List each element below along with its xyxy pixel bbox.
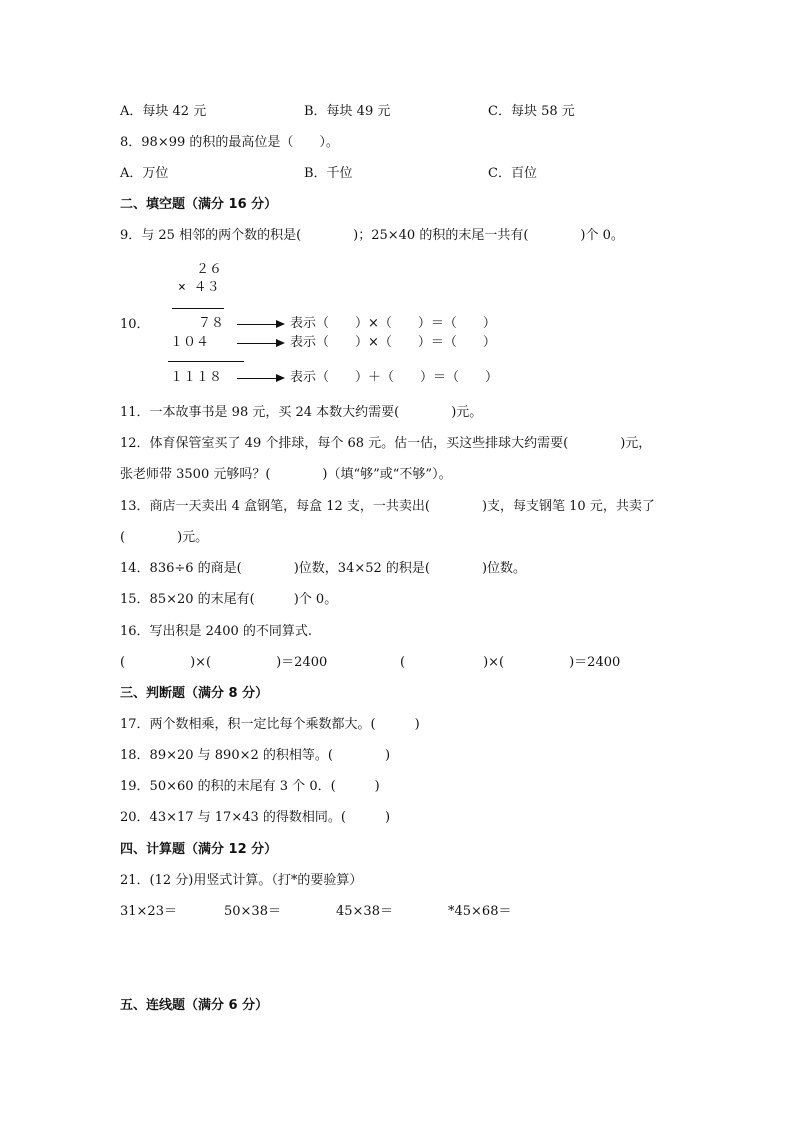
q10-multiplier: × ４３ xyxy=(178,280,220,295)
q10-meaning-2: 表示（ ）×（ ）＝（ ） xyxy=(290,335,496,350)
q10-partial-product-2: １０４ xyxy=(170,335,210,350)
question-14: 14．836÷6 的商是( )位数，34×52 的积是( )位数。 xyxy=(120,561,527,576)
question-20: 20．43×17 与 17×43 的得数相同。( ) xyxy=(120,810,391,825)
section-heading-calculation: 四、计算题（满分 12 分） xyxy=(120,842,278,857)
q8-option-a: A．万位 xyxy=(120,166,169,181)
q10-partial-product-1: ７８ xyxy=(198,316,225,331)
q10-rule-bottom xyxy=(168,361,244,362)
question-21-item-1: 31×23＝ xyxy=(120,904,177,919)
question-13-line-1: 13．商店一天卖出 4 盒钢笔，每盒 12 支，一共卖出( )支，每支钢笔 10 元，共卖了 xyxy=(120,499,655,514)
question-9: 9．与 25 相邻的两个数的积是( )；25×40 的积的末尾一共有( )个 0。 xyxy=(120,228,624,243)
question-19: 19．50×60 的积的末尾有 3 个 0．( ) xyxy=(120,779,380,794)
q10-multiplicand: ２６ xyxy=(196,262,223,277)
q10-meaning-1: 表示（ ）×（ ）＝（ ） xyxy=(290,316,496,331)
question-17: 17．两个数相乘，积一定比每个乘数都大。( ) xyxy=(120,717,420,732)
question-21-item-2: 50×38＝ xyxy=(224,904,281,919)
question-21-item-4: *45×68＝ xyxy=(448,904,512,919)
section-heading-matching: 五、连线题（满分 6 分） xyxy=(120,998,269,1013)
arrow-right-icon xyxy=(237,343,283,344)
q8-stem: 8．98×99 的积的最高位是（ ）。 xyxy=(120,135,339,150)
question-13-line-2: ( )元。 xyxy=(120,530,209,545)
question-18: 18．89×20 与 890×2 的积相等。( ) xyxy=(120,748,391,763)
question-16: 16．写出积是 2400 的不同算式. xyxy=(120,624,313,639)
arrow-right-icon xyxy=(237,324,283,325)
question-21: 21．(12 分)用竖式计算。（打*的要验算） xyxy=(120,873,363,888)
question-16-blank-left: ( )×( )＝2400 xyxy=(120,655,328,670)
section-heading-fill-in: 二、填空题（满分 16 分） xyxy=(120,197,278,212)
q7-option-a: A．每块 42 元 xyxy=(120,104,207,119)
question-12-line-1: 12．体育保管室买了 49 个排球，每个 68 元。估一估，买这些排球大约需要( )元， xyxy=(120,436,652,451)
question-16-blank-right: ( )×( )＝2400 xyxy=(400,655,621,670)
q7-option-b: B．每块 49 元 xyxy=(304,104,391,119)
q8-option-c: C．百位 xyxy=(488,166,537,181)
q10-number: 10． xyxy=(120,317,150,332)
question-12-line-2: 张老师带 3500 元够吗？( )（填“够”或“不够”）。 xyxy=(120,467,452,482)
section-heading-true-false: 三、判断题（满分 8 分） xyxy=(120,686,269,701)
question-21-item-3: 45×38＝ xyxy=(336,904,393,919)
question-15: 15．85×20 的末尾有( )个 0。 xyxy=(120,592,338,607)
q10-product: １１１８ xyxy=(170,370,223,385)
question-11: 11．一本故事书是 98 元，买 24 本数大约需要( )元。 xyxy=(120,405,483,420)
q7-option-c: C．每块 58 元 xyxy=(488,104,575,119)
q8-option-b: B．千位 xyxy=(304,166,353,181)
q10-meaning-3: 表示（ ）＋（ ）＝（ ） xyxy=(290,370,499,385)
q10-rule-top xyxy=(172,308,224,309)
arrow-right-icon xyxy=(237,378,283,379)
